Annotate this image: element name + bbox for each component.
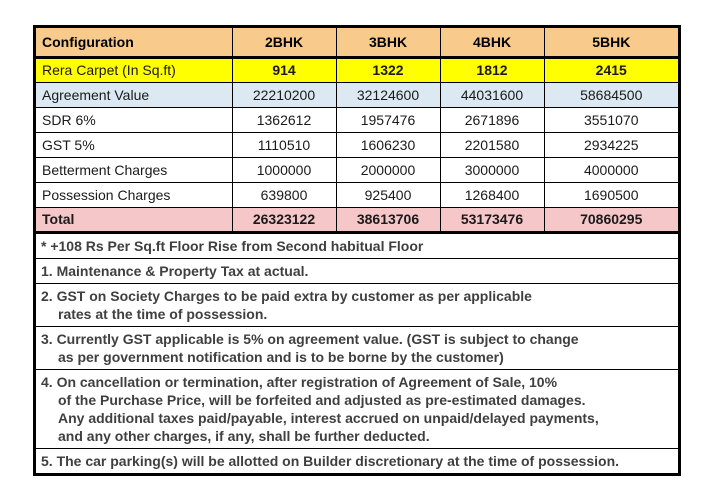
note-line: 1. Maintenance & Property Tax at actual. xyxy=(41,262,309,279)
note-line: * +108 Rs Per Sq.ft Floor Rise from Second habitual Floor xyxy=(41,237,424,254)
row-label: Rera Carpet (In Sq.ft) xyxy=(36,57,232,82)
note-line: and any other charges, if any, shall be further deducted. xyxy=(58,427,430,444)
header-configuration: Configuration xyxy=(36,28,232,57)
table-row-sdr xyxy=(36,107,678,132)
cell-value: 70860295 xyxy=(544,207,678,232)
note-5-car-parking xyxy=(36,449,678,473)
cell-value: 639800 xyxy=(232,182,336,207)
header-5bhk: 5BHK xyxy=(544,28,678,57)
header-2bhk: 2BHK xyxy=(232,28,336,57)
note-floor-rise xyxy=(36,234,678,259)
note-line: 3. Currently GST applicable is 5% on agreement value. (GST is subject to change xyxy=(41,330,579,347)
cell-value: 32124600 xyxy=(336,82,440,107)
price-table xyxy=(36,28,678,234)
cell-value: 53173476 xyxy=(440,207,544,232)
cell-value: 2415 xyxy=(544,57,678,82)
price-sheet xyxy=(33,25,681,476)
cell-value: 3551070 xyxy=(544,107,678,132)
cell-value: 2000000 xyxy=(336,157,440,182)
table-row-gst xyxy=(36,132,678,157)
cell-value: 1957476 xyxy=(336,107,440,132)
row-label: Agreement Value xyxy=(36,82,232,107)
cell-value: 4000000 xyxy=(544,157,678,182)
table-row-agreement-value xyxy=(36,82,678,107)
cell-value: 22210200 xyxy=(232,82,336,107)
table-row-possession-charges xyxy=(36,182,678,207)
cell-value: 38613706 xyxy=(336,207,440,232)
notes-section xyxy=(36,234,678,473)
header-4bhk: 4BHK xyxy=(440,28,544,57)
cell-value: 925400 xyxy=(336,182,440,207)
table-row-rera-carpet xyxy=(36,57,678,82)
cell-value: 1322 xyxy=(336,57,440,82)
row-label: Betterment Charges xyxy=(36,157,232,182)
cell-value: 2201580 xyxy=(440,132,544,157)
table-row-betterment-charges xyxy=(36,157,678,182)
cell-value: 2934225 xyxy=(544,132,678,157)
cell-value: 1690500 xyxy=(544,182,678,207)
row-label: GST 5% xyxy=(36,132,232,157)
cell-value: 1268400 xyxy=(440,182,544,207)
header-3bhk: 3BHK xyxy=(336,28,440,57)
note-4-cancellation xyxy=(36,370,678,449)
note-2-gst-society xyxy=(36,284,678,327)
note-line: rates at the time of possession. xyxy=(58,305,268,322)
note-line: as per government notification and is to be borne by the customer) xyxy=(58,348,504,365)
note-line: of the Purchase Price, will be forfeited and adjusted as pre-estimated damages. xyxy=(58,391,586,408)
cell-value: 58684500 xyxy=(544,82,678,107)
cell-value: 3000000 xyxy=(440,157,544,182)
cell-value: 914 xyxy=(232,57,336,82)
note-line: 4. On cancellation or termination, after registration of Agreement of Sale, 10% xyxy=(41,373,558,390)
note-3-gst-applicable xyxy=(36,327,678,370)
cell-value: 44031600 xyxy=(440,82,544,107)
cell-value: 1812 xyxy=(440,57,544,82)
note-1-maintenance xyxy=(36,259,678,284)
cell-value: 1606230 xyxy=(336,132,440,157)
table-row-total xyxy=(36,207,678,232)
cell-value: 1110510 xyxy=(232,132,336,157)
cell-value: 26323122 xyxy=(232,207,336,232)
row-label: Possession Charges xyxy=(36,182,232,207)
row-label: SDR 6% xyxy=(36,107,232,132)
table-header-row xyxy=(36,28,678,57)
cell-value: 1362612 xyxy=(232,107,336,132)
cell-value: 1000000 xyxy=(232,157,336,182)
note-line: Any additional taxes paid/payable, interest accrued on unpaid/delayed payments, xyxy=(58,409,599,426)
note-line: 5. The car parking(s) will be allotted on Builder discretionary at the time of possession. xyxy=(41,452,620,469)
note-line: 2. GST on Society Charges to be paid extra by customer as per applicable xyxy=(41,287,532,304)
row-label: Total xyxy=(36,207,232,232)
cell-value: 2671896 xyxy=(440,107,544,132)
